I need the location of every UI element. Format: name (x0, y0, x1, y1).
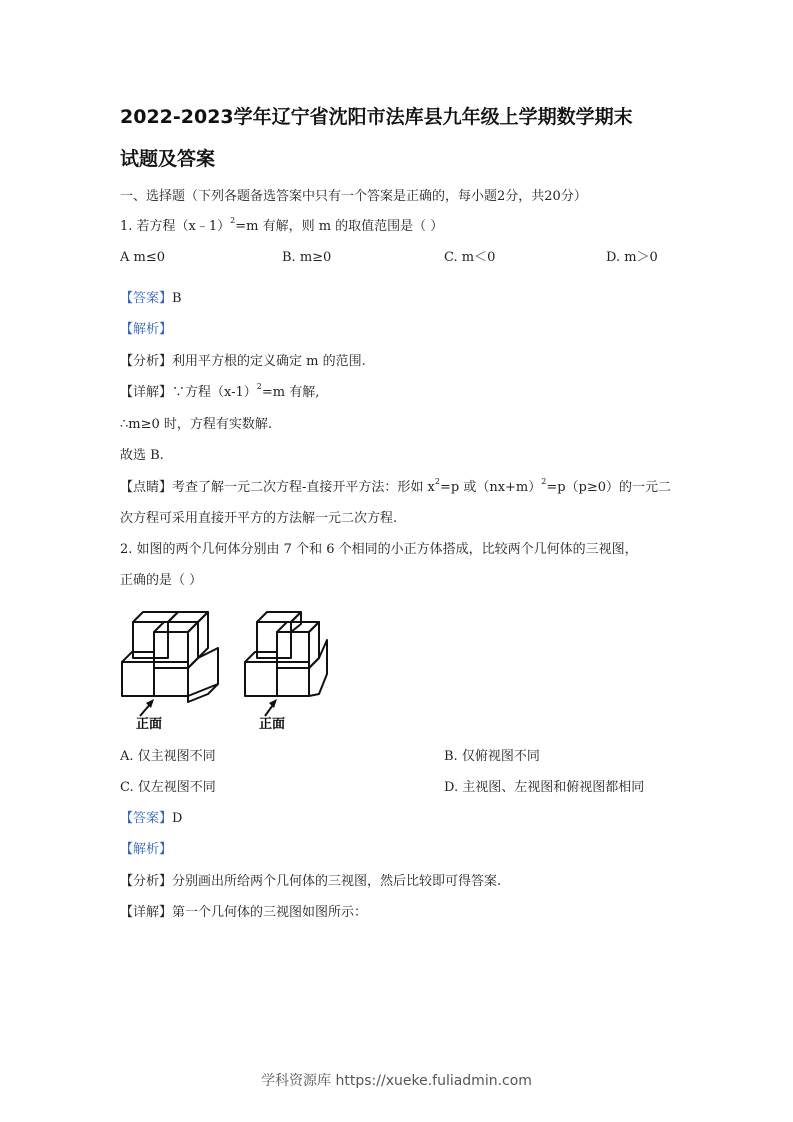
q2-fenxi: 【分析】分别画出所给两个几何体的三视图，然后比较即可得答案. (120, 874, 502, 889)
page-footer: 学科资源库 https://xueke.fuliadmin.com (261, 1073, 532, 1089)
q1-option-d: D. m＞0 (606, 250, 658, 265)
q2-stem-line2: 正确的是（ ） (120, 573, 203, 588)
q1-option-c: C. m＜0 (444, 250, 496, 265)
q1-stem: 1. 若方程（x﹣1）$^2$=m 有解，则 m 的取值范围是（ ） (120, 216, 444, 234)
q1-analysis-heading: 【解析】 (120, 322, 173, 337)
front-arrow-head (269, 699, 277, 708)
cube-face (188, 622, 198, 668)
q2-option-d: D. 主视图、左视图和俯视图都相同 (444, 780, 645, 795)
document-title: 2022-2023学年辽宁省沈阳市法库县九年级上学期数学期末 (120, 106, 633, 128)
q1-option-a: A m≤0 (120, 250, 166, 265)
q2-option-b: B. 仅俯视图不同 (444, 749, 540, 764)
q2-option-c: C. 仅左视图不同 (120, 780, 216, 795)
section-heading: 一、选择题（下列各题备选答案中只有一个答案是正确的，每小题2分，共20分） (120, 189, 587, 204)
q2-stem: 2. 如图的两个几何体分别由 7 个和 6 个相同的小正方体搭成，比较两个几何体的三视图， (120, 542, 638, 557)
q2-option-a: A. 仅主视图不同 (120, 749, 216, 764)
q1-dianjing: 【点睛】考查了解一元二次方程-直接开平方法：形如 $x^2=p$ 或$(nx+m)^2=p(p\ge 0)$的一元二 (120, 477, 672, 495)
front-label-right: 正面 (259, 717, 286, 732)
q1-xiangjie-line3: 故选 B. (120, 448, 164, 463)
q1-fenxi: 【分析】利用平方根的定义确定 m 的范围. (120, 354, 366, 369)
front-label-left: 正面 (136, 717, 163, 732)
cube-face (309, 622, 319, 668)
q2-analysis-heading: 【解析】 (120, 842, 173, 857)
q1-xiangjie: 【详解】∵方程$(x-1)^2=m$ 有解, (120, 382, 320, 400)
cube-face (154, 622, 198, 632)
cube-face (257, 612, 301, 622)
q2-xiangjie: 【详解】第一个几何体的三视图如图所示： (120, 905, 368, 920)
q1-dianjing-line2: 次方程可采用直接开平方的方法解一元二次方程. (120, 511, 398, 526)
cube-face (133, 612, 178, 622)
q2-answer: 【答案】D (120, 811, 183, 826)
q1-option-b: B. m≥0 (282, 250, 332, 265)
document-title-continued: 试题及答案 (120, 148, 216, 170)
cube-face (198, 612, 208, 658)
solid-figure-left (118, 604, 218, 732)
solid-figure-right (243, 604, 343, 732)
q1-answer: 【答案】B (120, 291, 182, 306)
q1-xiangjie-line2: ∴m≥0 时，方程有实数解. (120, 417, 273, 432)
